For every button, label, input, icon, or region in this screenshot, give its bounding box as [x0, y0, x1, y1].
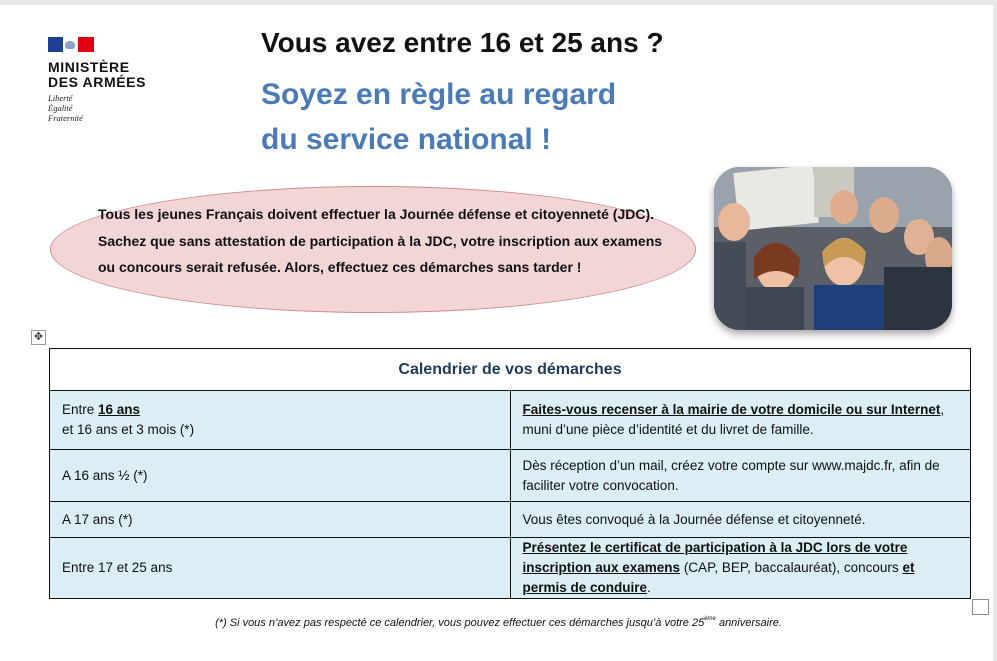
action-rest: , muni d’une pièce d’identité et du livret de famille.: [522, 402, 945, 437]
action-bold-2: et permis de conduire: [522, 560, 915, 595]
action-cell: Dès réception d’un mail, créez votre compte sur www.majdc.fr, afin de faciliter votre convocation.: [510, 450, 971, 502]
calendar-table: [49, 348, 971, 599]
logo-line-2: DES ARMÉES: [48, 74, 147, 90]
table-row: [50, 391, 971, 450]
footnote-end: anniversaire.: [715, 617, 782, 629]
motto-liberte: Liberté: [48, 93, 73, 103]
action-bold: Présentez le certificat de participation à la JDC lors de votre inscription aux examens: [522, 540, 908, 575]
students-photo: [714, 167, 952, 330]
students-photo-image: [714, 167, 952, 330]
table-row: [50, 450, 971, 502]
motto-egalite: Égalité: [48, 103, 73, 113]
main-heading: Vous avez entre 16 et 25 ans ?: [261, 27, 664, 58]
age-cell: A 17 ans (*): [50, 502, 511, 538]
sub-heading: [261, 72, 781, 162]
logo-motto: [48, 93, 168, 123]
action-cell: [510, 538, 971, 599]
logo-line-1: MINISTÈRE: [48, 59, 130, 75]
age-rest: et 16 ans et 3 mois (*): [62, 422, 195, 437]
age-bold: 16 ans: [98, 402, 141, 417]
age-cell: Entre 17 et 25 ans: [50, 538, 511, 599]
motto-fraternite: Fraternité: [48, 113, 83, 123]
marianne-flag-icon: [48, 37, 94, 52]
action-bold: Faites-vous recenser à la mairie de votre domicile ou sur Internet: [522, 402, 941, 417]
footnote-text: (*) Si vous n’avez pas respecté ce calendrier, vous pouvez effectuer ces démarches jusqu’à votre 25: [215, 617, 705, 629]
page-edge: [993, 0, 997, 661]
table-row: [50, 502, 971, 538]
action-cell: [510, 391, 971, 450]
ministry-logo: [48, 37, 168, 123]
action-end: .: [647, 580, 651, 595]
footnote: [0, 616, 997, 629]
table-resize-handle[interactable]: [972, 599, 989, 615]
table-row: [50, 538, 971, 599]
sub-heading-line-1: Soyez en règle au regard: [261, 78, 617, 111]
table-move-handle[interactable]: ✥: [31, 330, 46, 345]
action-mid: (CAP, BEP, baccalauréat), concours: [680, 560, 903, 575]
action-cell: Vous êtes convoqué à la Journée défense et citoyenneté.: [510, 502, 971, 538]
intro-text: Tous les jeunes Français doivent effectuer la Journée défense et citoyenneté (JDC). Sachez que sans attestation de participation à la JDC, votre inscription aux examens ou concours serait refusée. Alors, effectuez ces démarches sans tarder !: [98, 206, 663, 275]
age-prefix: Entre: [62, 402, 99, 417]
sub-heading-line-2: du service national !: [261, 123, 552, 156]
footnote-sup: ème: [704, 616, 716, 622]
page-edge: [0, 0, 997, 5]
age-cell: A 16 ans ½ (*): [50, 450, 511, 502]
table-title: Calendrier de vos démarches: [50, 349, 971, 391]
age-cell: [50, 391, 511, 450]
